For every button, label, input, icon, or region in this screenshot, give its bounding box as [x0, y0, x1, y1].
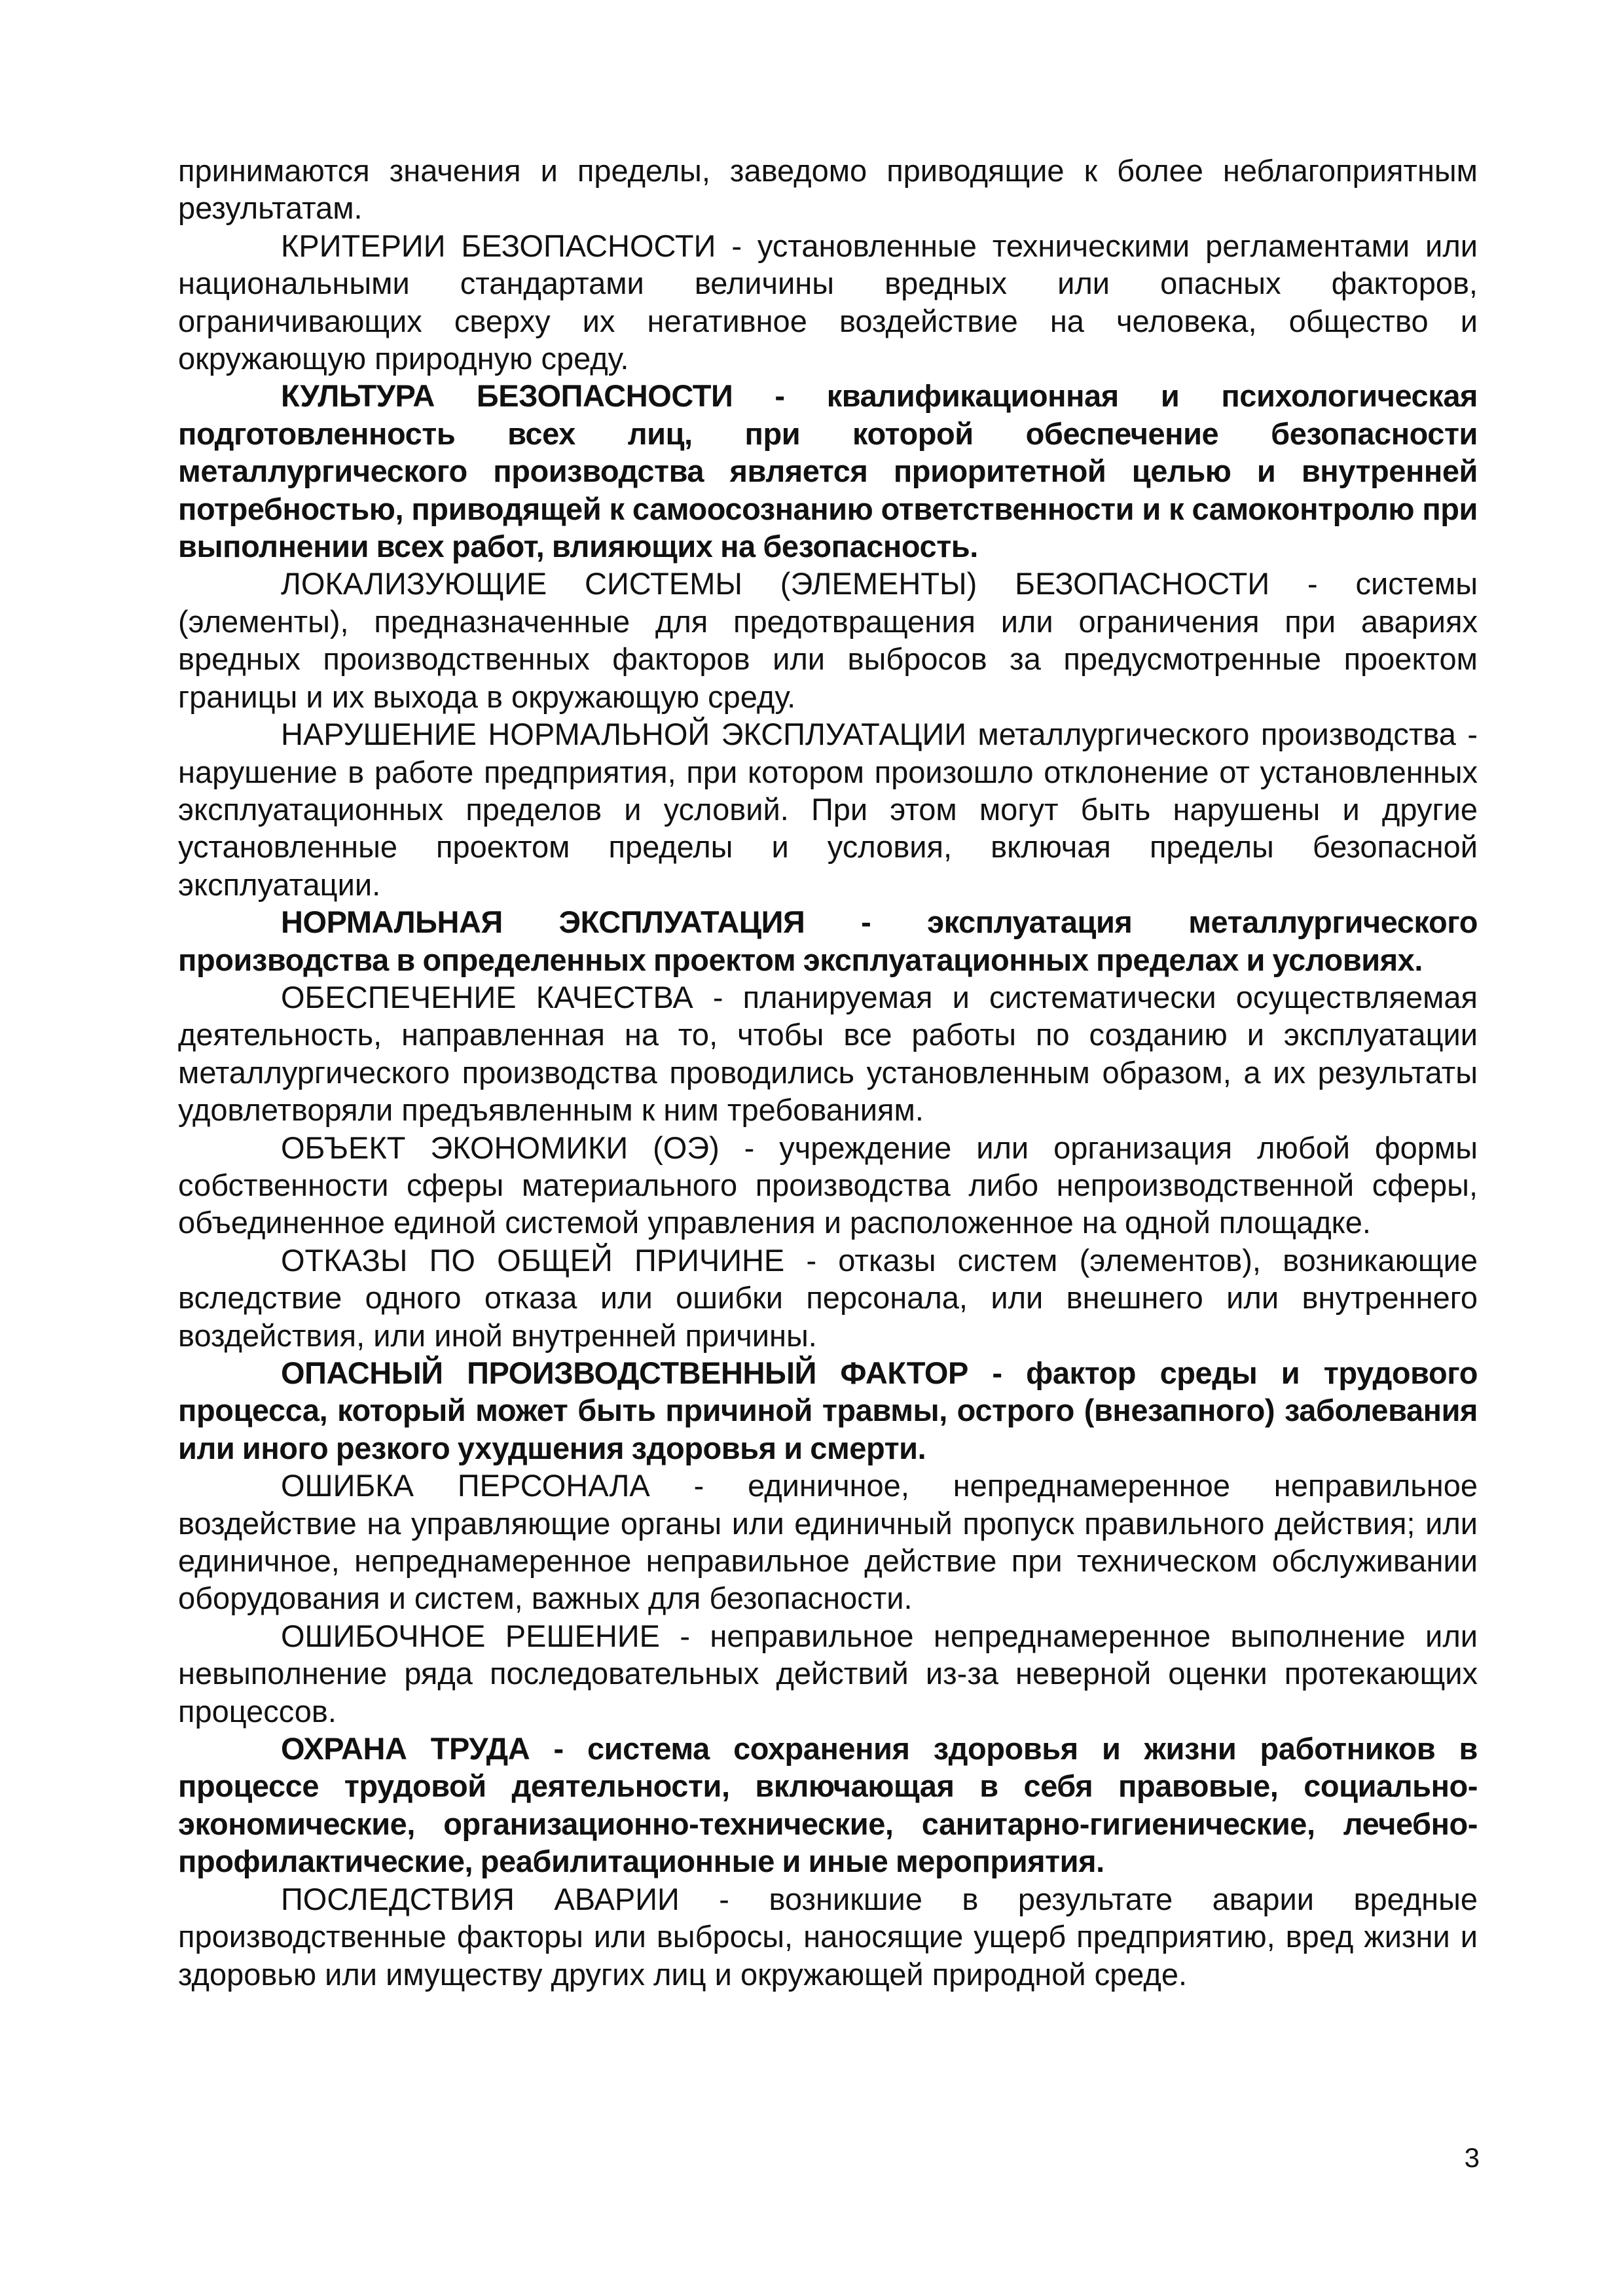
definition-paragraph	[178, 1617, 1478, 1730]
paragraph-term: ЛОКАЛИЗУЮЩИЕ СИСТЕМЫ (ЭЛЕМЕНТЫ) БЕЗОПАСНОСТИ	[281, 566, 1270, 601]
document-page	[178, 152, 1478, 1993]
paragraph-text: металлургического производства - нарушение в работе предприятия, при котором произошло отклонение от установленных эксплуатационных пределов и условий. При этом могут быть нарушены и другие установленные проектом пределы и условия, включая пределы безопасной эксплуатации.	[178, 717, 1478, 902]
paragraph-term: НОРМАЛЬНАЯ ЭКСПЛУАТАЦИЯ	[281, 905, 805, 940]
definition-paragraph	[178, 1242, 1478, 1354]
definition-paragraph	[178, 1354, 1478, 1467]
paragraph-text: - квалификационная и психологическая подготовленность всех лиц, при которой обеспечение безопасности металлургического производства является приоритетной целью и внутренней потребностью, приводящей к самоосознанию ответственности и к самоконтролю при выполнении всех работ, влияющих на безопасность.	[178, 378, 1478, 564]
paragraph-term: ОТКАЗЫ ПО ОБЩЕЙ ПРИЧИНЕ	[281, 1242, 785, 1278]
definition-paragraph	[178, 715, 1478, 903]
paragraph-term: КУЛЬТУРА БЕЗОПАСНОСТИ	[281, 378, 733, 414]
paragraph-text: - система сохранения здоровья и жизни работников в процессе трудовой деятельности, включающая в себя правовые, социально-экономические, организационно-технические, санитарно-гигиенические, лечебно-профилактические, реабилитационные и иные мероприятия.	[178, 1731, 1478, 1879]
paragraph-text: - эксплуатация металлургического производства в определенных проектом эксплуатационных пределах и условиях.	[178, 905, 1478, 977]
definition-paragraph	[178, 903, 1478, 978]
paragraph-term: КРИТЕРИИ БЕЗОПАСНОСТИ	[281, 228, 716, 263]
definition-paragraph	[178, 227, 1478, 378]
paragraph-text: - планируемая и систематически осуществляемая деятельность, направленная на то, чтобы все работы по созданию и эксплуатации металлургического производства проводились установленным образом, а их результаты удовлетворяли предъявленным к ним требованиям.	[178, 979, 1478, 1128]
paragraph-term: ОБЪЕКТ ЭКОНОМИКИ (ОЭ)	[281, 1130, 720, 1165]
paragraph-text: - системы (элементы), предназначенные для предотвращения или ограничения при авариях вредных производственных факторов или выбросов за предусмотренные проектом границы и их выхода в окружающую среду.	[178, 566, 1478, 714]
paragraph-term: ОПАСНЫЙ ПРОИЗВОДСТВЕННЫЙ ФАКТОР	[281, 1355, 968, 1390]
paragraph-term: ПОСЛЕДСТВИЯ АВАРИИ	[281, 1881, 680, 1916]
paragraph-term: ОШИБОЧНОЕ РЕШЕНИЕ	[281, 1618, 660, 1653]
paragraph-text: - единичное, непреднамеренное неправильное воздействие на управляющие органы или единичный пропуск правильного действия; или единичное, непреднамеренное неправильное действие при техническом обслуживании оборудования и систем, важных для безопасности.	[178, 1468, 1478, 1616]
definition-paragraph	[178, 1730, 1478, 1880]
definition-paragraph	[178, 565, 1478, 715]
definition-paragraph	[178, 377, 1478, 565]
paragraph-continuation	[178, 152, 1478, 227]
definition-paragraph	[178, 1129, 1478, 1242]
paragraph-term: НАРУШЕНИЕ НОРМАЛЬНОЙ ЭКСПЛУАТАЦИИ	[281, 717, 967, 752]
paragraph-text: - возникшие в результате аварии вредные производственные факторы или выбросы, наносящие ущерб предприятию, вред жизни и здоровью или имуществу других лиц и окружающей природной среде.	[178, 1881, 1478, 1992]
paragraph-text: - отказы систем (элементов), возникающие вследствие одного отказа или ошибки персонала, или внешнего или внутреннего воздействия, или иной внутренней причины.	[178, 1242, 1478, 1353]
paragraph-text: - учреждение или организация любой формы собственности сферы материального производства либо непроизводственной сферы, объединенное единой системой управления и расположенное на одной площадке.	[178, 1130, 1478, 1240]
paragraph-term: ОХРАНА ТРУДА	[281, 1731, 530, 1767]
page-number: 3	[1464, 2142, 1480, 2173]
paragraph-text: - неправильное непреднамеренное выполнение или невыполнение ряда последовательных действий из-за неверной оценки протекающих процессов.	[178, 1618, 1478, 1729]
paragraph-term: ОБЕСПЕЧЕНИЕ КАЧЕСТВА	[281, 979, 693, 1014]
paragraph-term: ОШИБКА ПЕРСОНАЛА	[281, 1468, 650, 1503]
definition-paragraph	[178, 1880, 1478, 1993]
paragraph-text: принимаются значения и пределы, заведомо приводящие к более неблагоприятным результатам.	[178, 153, 1478, 226]
paragraph-text: - установленные техническими регламентами или национальными стандартами величины вредных или опасных факторов, ограничивающих сверху их негативное воздействие на человека, общество и окружающую природную среду.	[178, 228, 1478, 376]
definition-paragraph	[178, 1467, 1478, 1617]
definition-paragraph	[178, 978, 1478, 1129]
paragraph-text: - фактор среды и трудового процесса, который может быть причиной травмы, острого (внезапного) заболевания или иного резкого ухудшения здоровья и смерти.	[178, 1355, 1478, 1465]
